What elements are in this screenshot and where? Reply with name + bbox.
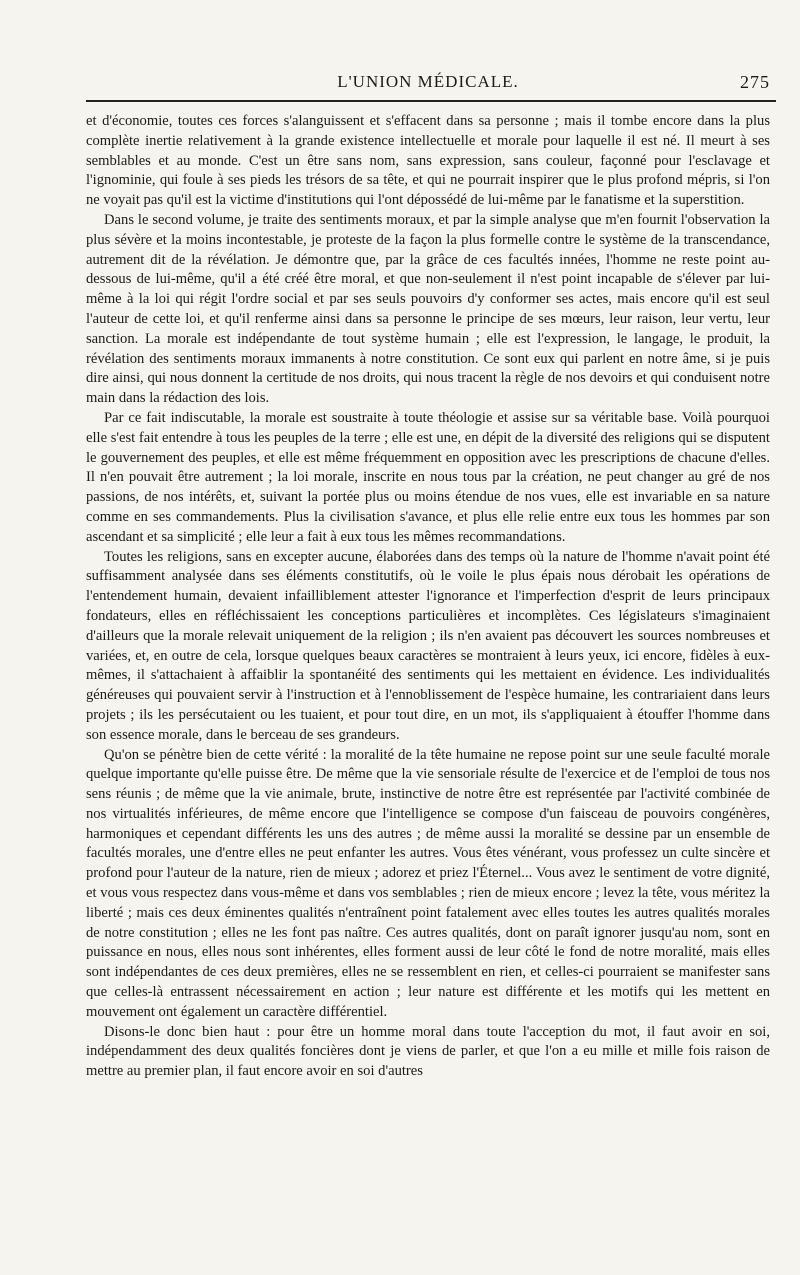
paragraph: Qu'on se pénètre bien de cette vérité : la moralité de la tête humaine ne repose point sur une seule faculté morale quelque importante qu'elle puisse être. De même que la vie sensoriale résulte de l'exercice et de l'emploi de tous nos sens réunis ; de même que la vie animale, brute, instinctive de notre être est représentée par l'activité combinée de nos virtualités inférieures, de même encore que l'intelligence se compose d'un faisceau de pouvoirs congénères, harmoniques et cependant différents les uns des autres ; de même aussi la moralité se dessine par un ensemble de facultés morales, une d'entre elles ne peut enfanter les autres. Vous êtes vénérant, vous professez un culte sincère et profond pour l'auteur de la nature, rien de mieux ; adorez et priez l'Éternel... Vous avez le sentiment de votre dignité, et vous vous respectez dans vous-même et dans vos semblables ; rien de mieux encore ; levez la tête, vous méritez la liberté ; mais ces deux éminentes qualités n'entraînent point fatalement avec elles toutes les autres qualités morales de notre constitution ; elles ne les font pas naître. Ces autres qualités, dont on paraît ignorer jusqu'au nom, sont en puissance en nous, elles nous sont inhérentes, elles forment aussi de leur côté le fond de notre moralité, mais elles sont indépendantes de ces deux premières, elles ne se ressemblent en rien, et celles-ci pourraient se manifester sans que celles-là entrassent nécessairement en action ; leur nature est différente et les motifs qui les mettent en mouvement ont également un caractère différentiel. <box>86 746 770 1020</box>
paragraph: Toutes les religions, sans en excepter aucune, élaborées dans des temps où la nature de l'homme n'avait point été suffisamment analysée dans ses éléments constitutifs, où le voile le plus épais nous dérobait les opérations de l'entendement humain, devaient infailliblement attester l'ignorance et l'imperfection d'esprit de leurs principaux fondateurs, elles en réfléchissaient les conceptions particulières et incomplètes. Ces législateurs s'imaginaient d'ailleurs que la morale relevait uniquement de la religion ; ils n'en avaient pas découvert les sources nombreuses et variées, et, en outre de cela, lorsque quelques beaux caractères se montraient à leurs yeux, ici encore, fidèles à eux-mêmes, il s'attachaient à affaiblir la spontanéité des sentiments qui les mettaient en évidence. Les individualités généreuses qui pouvaient servir à l'instruction et à l'ennoblissement de l'espèce humaine, les contrariaient dans leurs projets ; ils les persécutaient ou les tuaient, et pour tout dire, en un mot, ils s'appliquaient à étouffer l'homme dans son essence morale, dans le berceau de ses grandeurs. <box>86 548 770 743</box>
header-rule <box>86 100 776 102</box>
paragraph: Disons-le donc bien haut : pour être un homme moral dans toute l'acception du mot, il faut avoir en soi, indépendamment des deux qualités foncières dont je viens de parler, et que l'on a eu mille et mille fois raison de mettre au premier plan, il faut encore avoir en soi d'autres <box>86 1023 770 1080</box>
paragraph: et d'économie, toutes ces forces s'alanguissent et s'effacent dans sa personne ; mais il tombe encore dans la plus complète inertie relativement à la grande existence intellectuelle et morale pour laquelle il est né. Il meurt à ses semblables et au monde. C'est un être sans nom, sans expression, sans couleur, façonné pour l'esclavage et l'ignominie, qui foule à ses pieds les trésors de sa tête, et qui ne pourrait inspirer que le plus profond mépris, si l'on ne voyait pas qu'il est la victime d'institutions qui l'ont dépossédé de lui-même par le fanatisme et la superstition. <box>86 113 770 209</box>
journal-title: L'UNION MÉDICALE. <box>337 72 519 91</box>
running-head <box>86 70 770 96</box>
paragraph: Par ce fait indiscutable, la morale est soustraite à toute théologie et assise sur sa véritable base. Voilà pourquoi elle s'est fait entendre à tous les peuples de la terre ; elle est une, en dépit de la diversité des religions qui se disputent le gouvernement des peuples, et elle est même fréquemment en opposition avec les prescriptions de chacune d'elles. Il n'en pouvait être autrement ; la loi morale, inscrite en nous tous par la création, ne peut changer au gré de nos passions, de nos intérêts, et, suivant la portée plus ou moins étendue de nos vues, elle est invariable en sa nature comme en ses commandements. Plus la civilisation s'avance, et plus elle relie entre eux tous les hommes par son ascendant et sa simplicité ; elle leur a fait à eux tous les mêmes recommandations. <box>86 409 770 545</box>
paragraph: Dans le second volume, je traite des sentiments moraux, et par la simple analyse que m'en fournit l'observation la plus sévère et la moins incontestable, je proteste de la façon la plus formelle contre le système de la transcendance, autrement dit de la révélation. Je démontre que, par la grâce de ces facultés innées, l'homme ne reste point au-dessous de lui-même, qu'il a été créé être moral, et que non-seulement il n'est point incapable de s'élever par lui-même à la loi qui régit l'ordre social et par ses seuls pouvoirs d'y conformer ses actes, mais encore qu'il est seul l'auteur de cette loi, et qu'il renferme ainsi dans sa personne le principe de ses mœurs, leur raison, leur vertu, leur sanction. La morale est indépendante de tout système humain ; elle est l'expression, le langage, le produit, la révélation des sentiments moraux immanents à notre constitution. Ce sont eux qui parlent en notre âme, si je puis dire ainsi, qui nous donnent la certitude de nos droits, qui nous tracent la règle de nos devoirs et qui conduisent notre main dans la rédaction des lois. <box>86 211 770 407</box>
page-number: 275 <box>740 72 770 92</box>
article-body <box>86 112 770 1082</box>
